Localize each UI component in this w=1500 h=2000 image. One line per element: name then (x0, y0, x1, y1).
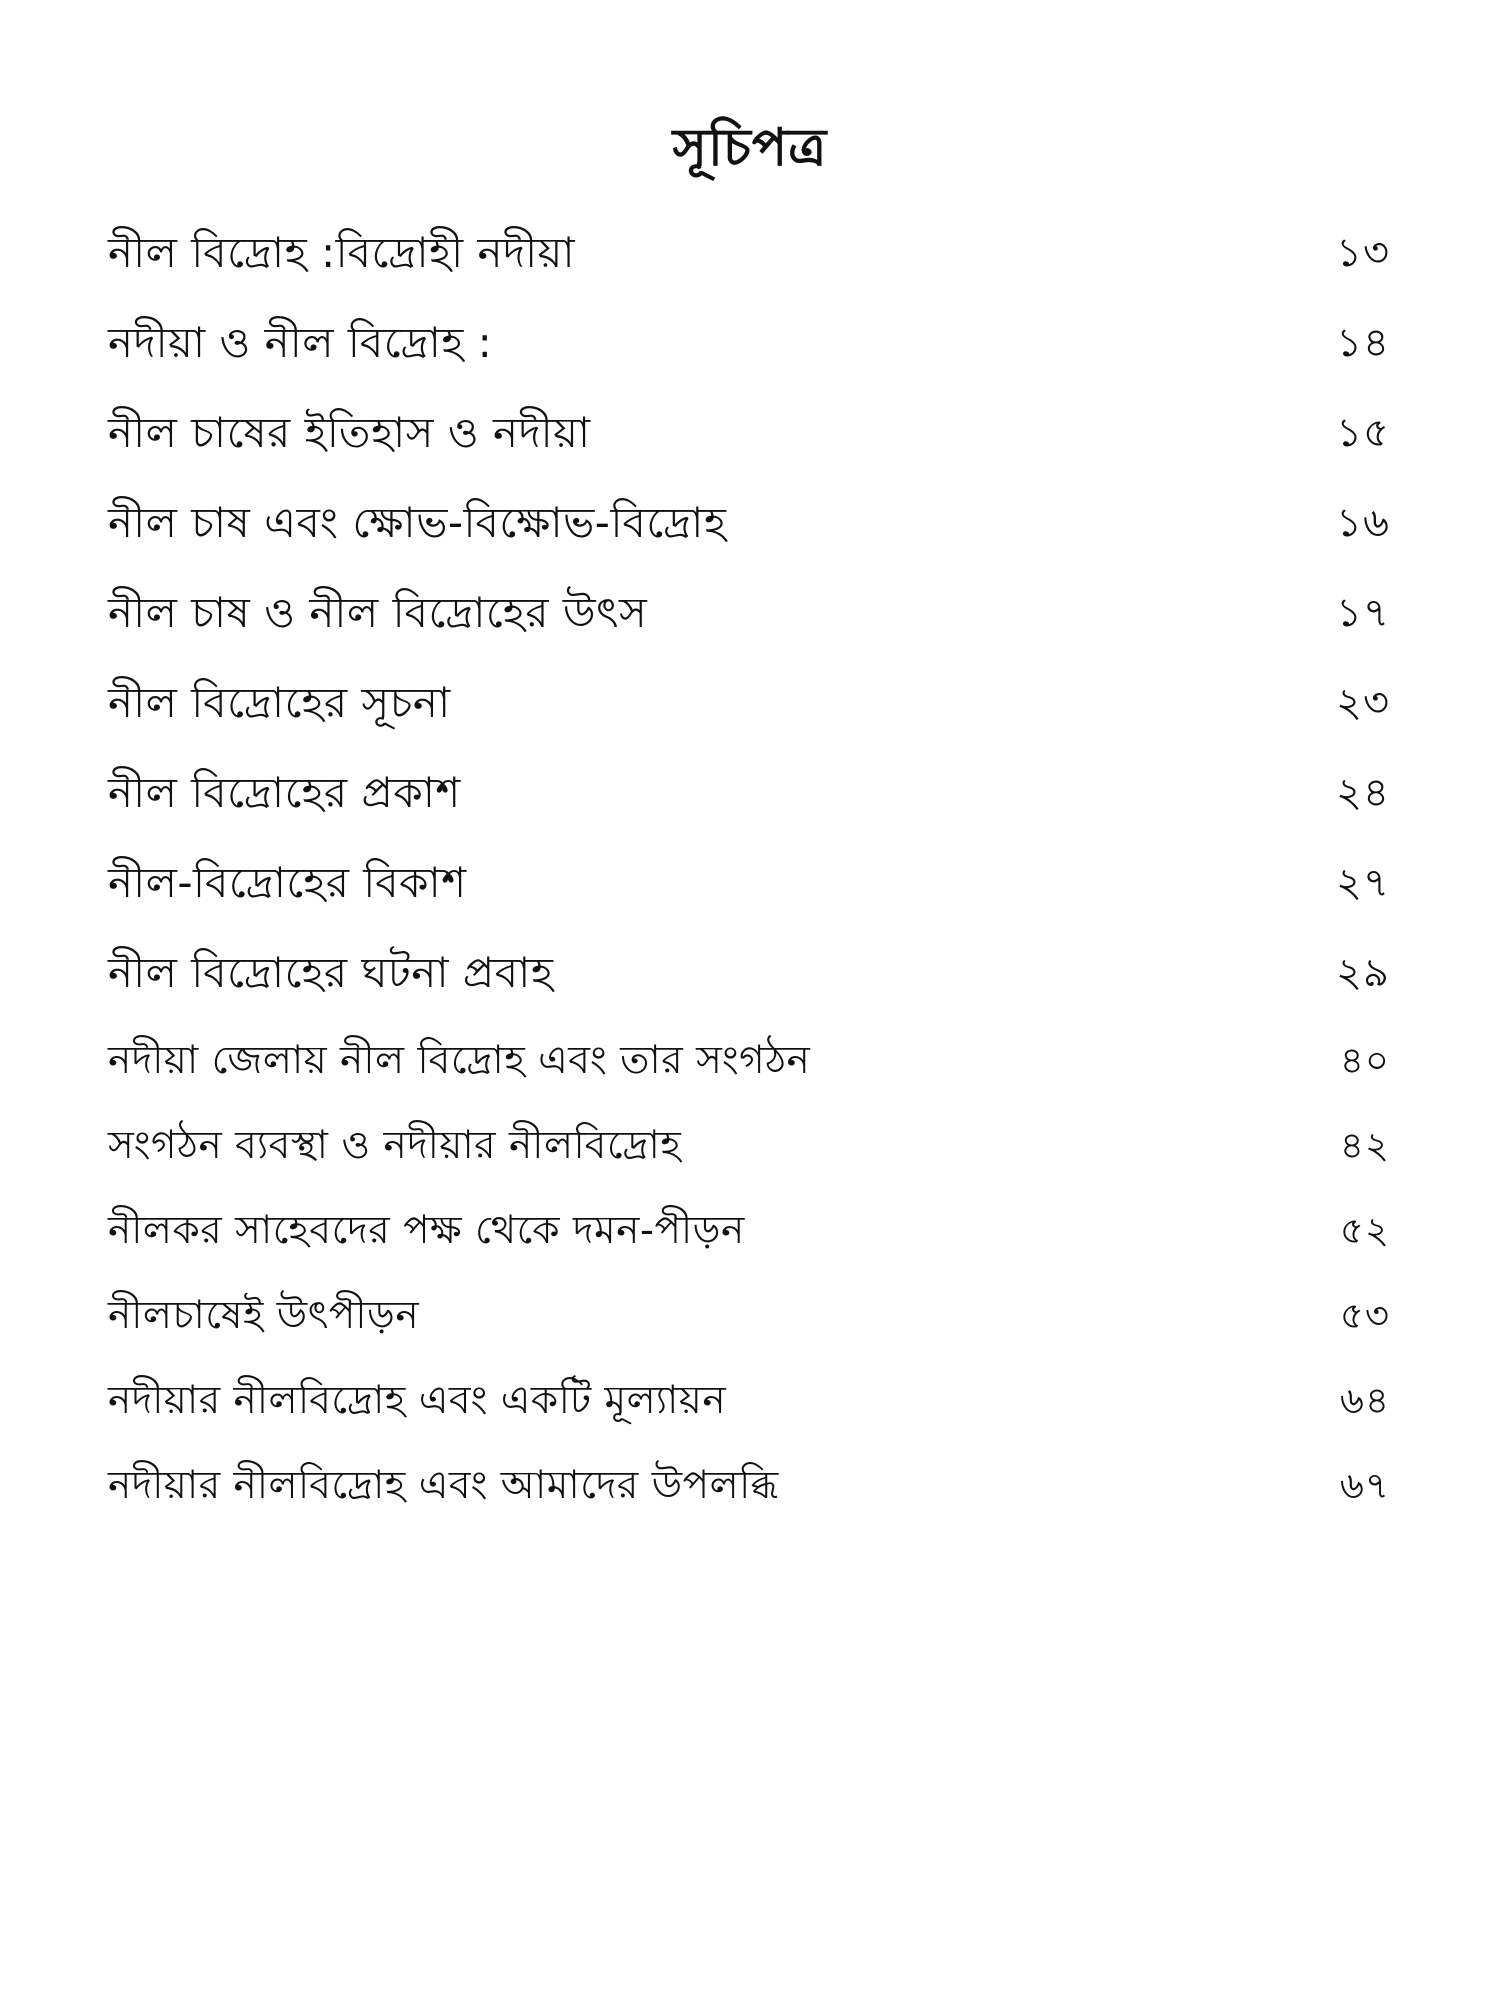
toc-entry-page-number: ৬৪ (1339, 1378, 1390, 1422)
toc-entry (108, 298, 1390, 388)
page-title: সূচিপত্র (672, 118, 828, 178)
toc-entry (108, 1188, 1390, 1273)
toc-entry-page-number: ১৬ (1336, 500, 1390, 546)
table-of-contents (108, 208, 1390, 1528)
toc-entry (108, 478, 1390, 568)
toc-entry-page-number: ৬৭ (1339, 1463, 1390, 1507)
toc-entry-page-number: ৪২ (1339, 1123, 1390, 1167)
toc-entry-page-number: ১৭ (1336, 590, 1390, 636)
toc-entry (108, 568, 1390, 658)
toc-entry (108, 1358, 1390, 1443)
toc-entry (108, 208, 1390, 298)
toc-entry-title: নদীয়ার নীলবিদ্রোহ এবং একটি মূল্যায়ন (108, 1377, 727, 1423)
toc-entry-page-number: ২৪ (1336, 770, 1390, 816)
toc-entry-title: সংগঠন ব্যবস্থা ও নদীয়ার নীলবিদ্রোহ (108, 1122, 682, 1168)
toc-entry-title: নদীয়ার নীলবিদ্রোহ এবং আমাদের উপলব্ধি (108, 1462, 779, 1508)
toc-entry-page-number: ৫২ (1339, 1208, 1390, 1252)
toc-entry-title: নীল চাষের ইতিহাস ও নদীয়া (108, 408, 591, 457)
toc-entry-title: নীল বিদ্রোহের সূচনা (108, 678, 451, 727)
toc-entry-title: নীল-বিদ্রোহের বিকাশ (108, 858, 467, 907)
toc-entry-page-number: ১৪ (1336, 320, 1390, 366)
toc-entry (108, 1018, 1390, 1103)
toc-entry-title: নীলচাষেই উৎপীড়ন (108, 1292, 420, 1338)
toc-entry-page-number: ৪০ (1339, 1038, 1390, 1082)
toc-entry-page-number: ২৭ (1335, 860, 1390, 906)
toc-entry-title: নীলকর সাহেবদের পক্ষ থেকে দমন-পীড়ন (108, 1207, 745, 1253)
toc-entry-title: নদীয়া জেলায় নীল বিদ্রোহ এবং তার সংগঠন (108, 1037, 811, 1083)
toc-entry-page-number: ১৩ (1336, 230, 1390, 276)
toc-entry-page-number: ২৯ (1336, 950, 1390, 996)
toc-entry (108, 838, 1390, 928)
toc-entry (108, 1443, 1390, 1528)
toc-entry (108, 388, 1390, 478)
toc-entry (108, 928, 1390, 1018)
toc-entry-title: নীল চাষ এবং ক্ষোভ-বিক্ষোভ-বিদ্রোহ (108, 498, 727, 547)
toc-entry-title: নীল বিদ্রোহের ঘটনা প্রবাহ (108, 948, 554, 997)
toc-entry-title: নদীয়া ও নীল বিদ্রোহ : (108, 318, 493, 367)
toc-entry-title: নীল বিদ্রোহের প্রকাশ (108, 768, 461, 817)
toc-entry (108, 658, 1390, 748)
toc-entry-page-number: ১৫ (1336, 410, 1390, 456)
toc-entry-title: নীল চাষ ও নীল বিদ্রোহের উৎস (108, 588, 648, 637)
toc-entry-title: নীল বিদ্রোহ :বিদ্রোহী নদীয়া (108, 228, 576, 277)
toc-entry (108, 1273, 1390, 1358)
toc-entry (108, 748, 1390, 838)
toc-entry (108, 1103, 1390, 1188)
toc-entry-page-number: ৫৩ (1339, 1293, 1390, 1337)
toc-entry-page-number: ২৩ (1335, 680, 1390, 726)
